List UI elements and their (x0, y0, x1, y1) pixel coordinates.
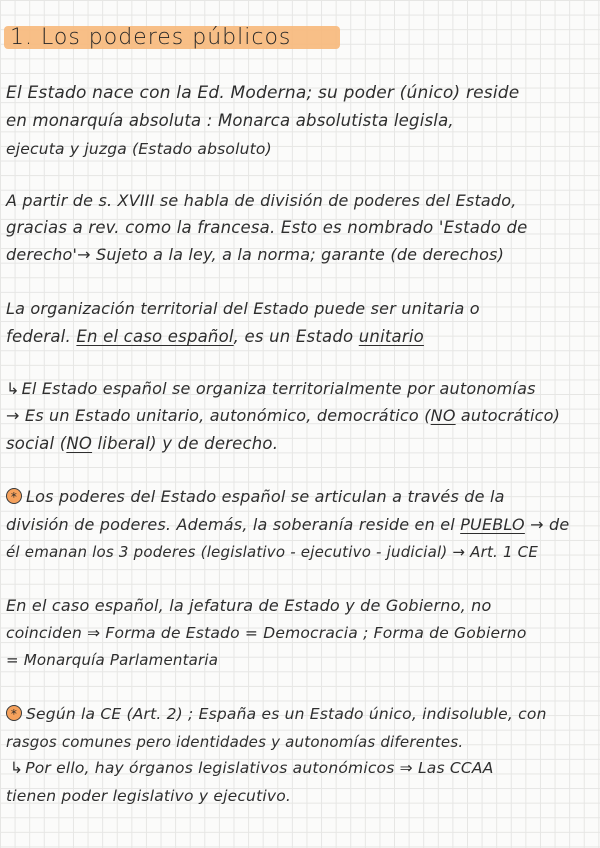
p3-line-1: La organización territorial del Estado puede ser unitaria o (6, 299, 480, 318)
p3-line-3 (6, 378, 536, 400)
p4-line-2-a: división de poderes. Además, la soberanía reside en el (6, 515, 455, 534)
hook-arrow-icon: ↳ (6, 379, 20, 398)
p3-line-5 (6, 433, 278, 455)
p5-line-1: En el caso español, la jefatura de Estado y de Gobierno, no (6, 596, 492, 615)
asterisk-icon: * (6, 705, 22, 721)
p2-line-3: derecho'→ Sujeto a la ley, a la norma; garante (de derechos) (6, 245, 505, 264)
asterisk-icon: * (6, 488, 22, 504)
p3-line-4 (6, 405, 560, 427)
p4-line-1 (6, 486, 505, 508)
hook-arrow-icon: ↳ (10, 759, 24, 777)
p3-line-5-no: NO (66, 434, 93, 453)
p3-line-5-c: liberal) y de derecho. (92, 434, 279, 453)
p3-line-4-no: NO (430, 406, 456, 425)
p3-line-2 (6, 326, 424, 348)
p3-unitario: unitario (358, 327, 424, 346)
p3-caso-espanol: En el caso español (76, 327, 234, 346)
page-title: 1. Los poderes públicos (10, 25, 292, 50)
p6-line-3 (10, 757, 494, 779)
p1-line-2: en monarquía absoluta : Monarca absolutista legisla, (6, 111, 454, 130)
p6-line-1 (6, 703, 547, 725)
p1-line-3: ejecuta y juzga (Estado absoluto) (6, 140, 272, 158)
p3-line-4-a: → Es un Estado unitario, autonómico, democrático ( (6, 406, 431, 425)
p3-line-5-a: social ( (6, 434, 67, 453)
p4-pueblo: PUEBLO (460, 515, 525, 534)
p4-line-2 (6, 514, 569, 536)
p3-es-estado: , es un Estado (233, 327, 354, 346)
p4-line-2-c: → de (524, 515, 570, 534)
title-block (4, 24, 291, 52)
p6-line-3-text: Por ello, hay órganos legislativos autonómicos ⇒ Las CCAA (25, 759, 494, 777)
p3-line-3-text: El Estado español se organiza territorialmente por autonomías (21, 379, 536, 398)
p2-line-1: A partir de s. XVIII se habla de división de poderes del Estado, (6, 191, 517, 210)
p6-line-1-text: Según la CE (Art. 2) ; España es un Estado único, indisoluble, con (26, 705, 547, 723)
p5-line-3: = Monarquía Parlamentaria (6, 651, 219, 669)
p6-line-4: tienen poder legislativo y ejecutivo. (6, 787, 292, 805)
p4-line-3: él emanan los 3 poderes (legislativo - ejecutivo - judicial) → Art. 1 CE (6, 543, 539, 561)
p5-line-2: coinciden ⇒ Forma de Estado = Democracia ; Forma de Gobierno (6, 624, 527, 642)
p6-line-2: rasgos comunes pero identidades y autonomías diferentes. (6, 733, 464, 751)
p3-line-4-c: autocrático) (455, 406, 561, 425)
p1-line-1: El Estado nace con la Ed. Moderna; su poder (único) reside (6, 83, 520, 103)
p2-line-2: gracias a rev. como la francesa. Esto es nombrado 'Estado de (6, 218, 528, 237)
p4-line-1-text: Los poderes del Estado español se articulan a través de la (26, 487, 505, 506)
p3-federal: federal. (6, 327, 71, 346)
